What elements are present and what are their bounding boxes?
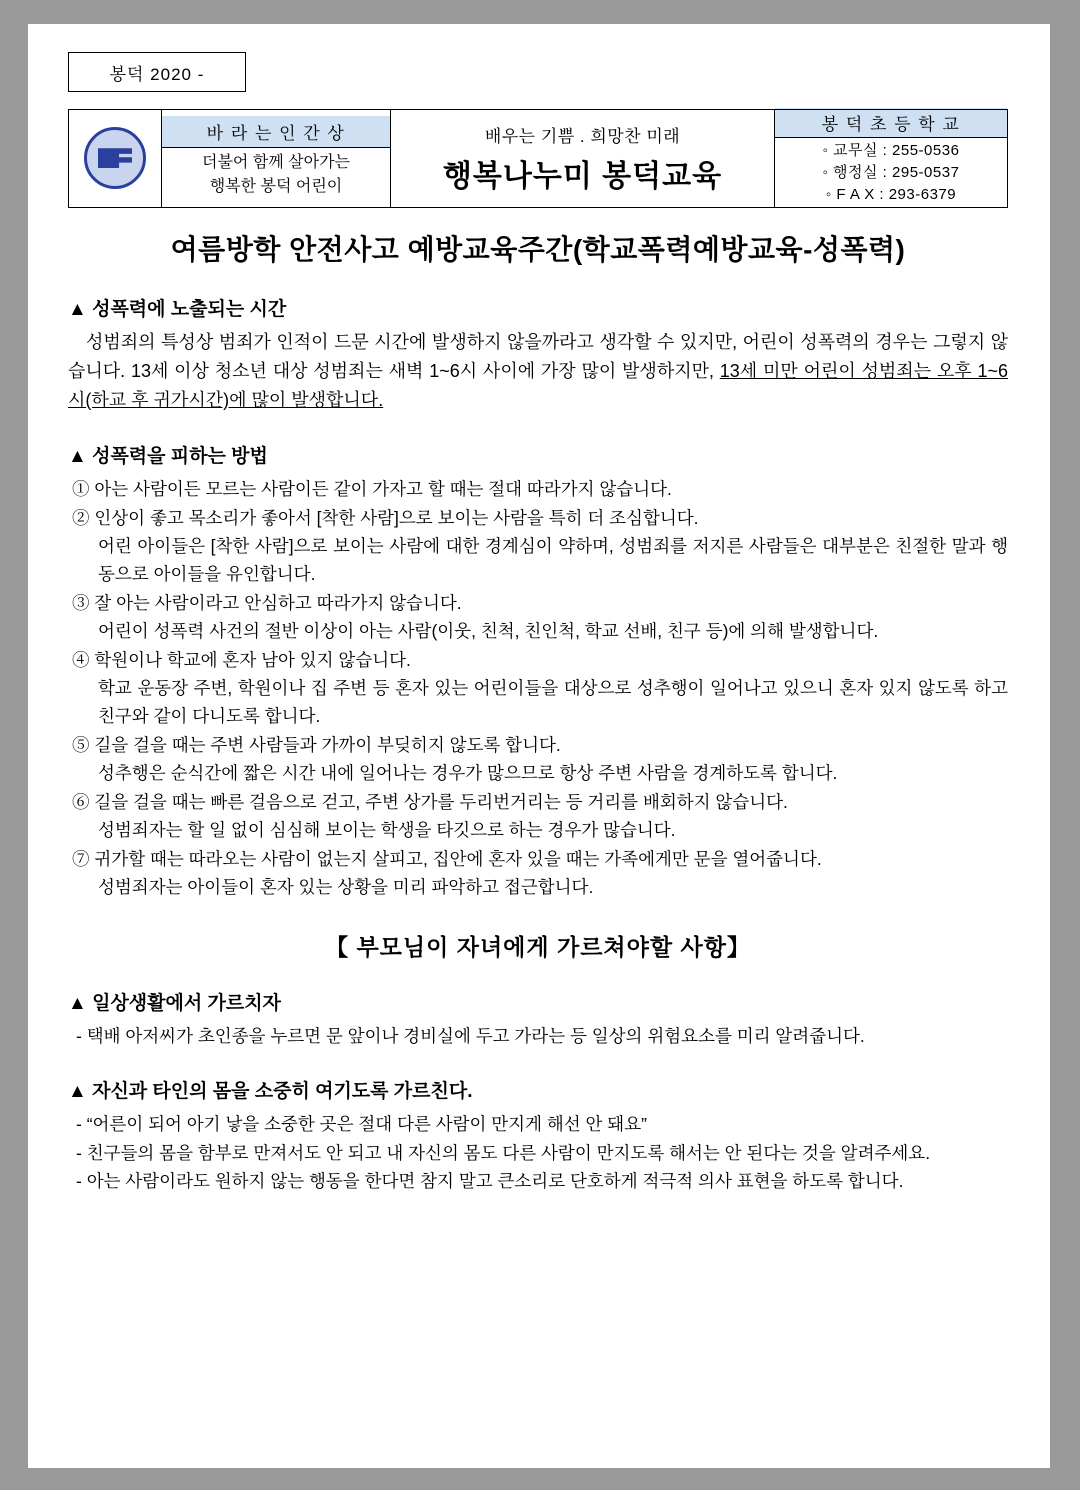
list-item — [68, 475, 1008, 503]
section-heading-daily-life: ▲ 일상생활에서 가르치자 — [68, 993, 281, 1015]
section-heading-body-respect: ▲ 자신과 타인의 몸을 소중히 여기도록 가르친다. — [68, 1081, 473, 1103]
school-emblem-cell — [69, 110, 162, 208]
list-item — [68, 845, 1008, 901]
list-item — [68, 504, 1008, 588]
list-item — [68, 788, 1008, 844]
list-item-sub: 성추행은 순식간에 짧은 시간 내에 일어나는 경우가 많으므로 항상 주변 사람을 경계하도록 합니다. — [98, 763, 838, 784]
list-item-main: ⑥ 길을 걸을 때는 빠른 걸음으로 걷고, 주변 상가를 두리번거리는 등 거리를 배회하지 않습니다. — [72, 792, 788, 813]
parent-section-heading: 【 부모님이 자녀에게 가르쳐야할 사항】 — [325, 934, 751, 961]
list-item-sub: 학교 운동장 주변, 학원이나 집 주변 등 혼자 있는 어린이들을 대상으로 성추행이 일어나고 있으니 혼자 있지 않도록 하고 친구와 같이 다니도록 합니다. — [98, 678, 1008, 727]
slogan-line-1: 더불어 함께 살아가는 — [202, 153, 350, 171]
document-content — [68, 52, 1008, 1195]
letterhead-table — [68, 109, 1008, 208]
list-item-main: ④ 학원이나 학교에 혼자 남아 있지 않습니다. — [72, 650, 411, 671]
slogan-title: 바 라 는 인 간 상 — [162, 116, 390, 148]
document-tag-label: 봉덕 2020 - — [109, 64, 205, 84]
list-item — [68, 646, 1008, 730]
contact-line-2: ◦ 행정실 : 295-0537 — [822, 164, 960, 182]
masthead-subtitle: 배우는 기쁨 . 희망찬 미래 — [484, 126, 681, 146]
list-item — [68, 589, 1008, 645]
contact-line-1: ◦ 교무실 : 255-0536 — [822, 142, 960, 159]
paragraph-part-1: 성범죄의 특성상 범죄가 인적이 드문 시간에 발생하지 않을까라고 생각할 수 있지만, 어린이 성폭력의 경우는 그렇지 않습니다. 13세 이상 청소년 대상 성범죄는 새벽 1~6시 사이에 가장 많이 발생하지만, — [68, 331, 1008, 381]
paragraph-underlined: 13세 미만 어린이 성범죄는 오후 1~6시(하교 후 귀가시간)에 많이 발생합니다. — [68, 360, 1008, 410]
document-tag-box — [68, 52, 246, 92]
contact-cell — [775, 110, 1008, 208]
list-item-main: ⑤ 길을 걸을 때는 주변 사람들과 가까이 부딪히지 않도록 합니다. — [72, 735, 561, 756]
list-item-sub: 성범죄자는 할 일 없이 심심해 보이는 학생을 타깃으로 하는 경우가 많습니다. — [98, 820, 676, 841]
list-item-main: ② 인상이 좋고 목소리가 좋아서 [착한 사람]으로 보이는 사람을 특히 더 조심합니다. — [72, 508, 699, 529]
masthead-cell — [391, 110, 775, 208]
list-item-sub: 어린 아이들은 [착한 사람]으로 보이는 사람에 대한 경계심이 약하며, 성범죄를 저지른 사람들은 대부분은 친절한 말과 행동으로 아이들을 유인합니다. — [98, 536, 1008, 585]
slogan-line-2: 행복한 봉덕 어린이 — [209, 177, 343, 195]
list-item — [68, 731, 1008, 787]
page-title: 여름방학 안전사고 예방교육주간(학교폭력예방교육-성폭력) — [170, 233, 906, 265]
section-heading-exposure-time: ▲ 성폭력에 노출되는 시간 — [68, 298, 287, 320]
body-respect-line-2: - 친구들의 몸을 함부로 만져서도 안 되고 내 자신의 몸도 다른 사람이 만지도록 해서는 안 된다는 것을 알려주세요. — [76, 1142, 931, 1163]
section-heading-prevention: ▲ 성폭력을 피하는 방법 — [68, 446, 268, 468]
body-respect-line-1: - “어른이 되어 아기 낳을 소중한 곳은 절대 다른 사람이 만지게 해선 안 돼요” — [76, 1114, 647, 1135]
list-item-main: ⑦ 귀가할 때는 따라오는 사람이 없는지 살피고, 집안에 혼자 있을 때는 가족에게만 문을 열어줍니다. — [72, 849, 822, 870]
document-page — [28, 24, 1050, 1468]
body-respect-line-3: - 아는 사람이라도 원하지 않는 행동을 한다면 참지 말고 큰소리로 단호하게 적극적 의사 표현을 하도록 합니다. — [76, 1171, 904, 1192]
list-item-main: ③ 잘 아는 사람이라고 안심하고 따라가지 않습니다. — [72, 593, 462, 614]
section-paragraph-exposure-time — [68, 328, 1008, 415]
prevention-list — [68, 475, 1008, 901]
slogan-cell — [162, 110, 391, 208]
school-emblem-icon — [84, 127, 146, 189]
contact-line-3: ◦ F A X : 293-6379 — [825, 186, 957, 204]
daily-life-line-1: - 택배 아저씨가 초인종을 누르면 문 앞이나 경비실에 두고 가라는 등 일상의 위험요소를 미리 알려줍니다. — [76, 1026, 865, 1047]
list-item-sub: 성범죄자는 아이들이 혼자 있는 상황을 미리 파악하고 접근합니다. — [98, 877, 594, 898]
masthead-title: 행복나누미 봉덕교육 — [442, 159, 723, 193]
list-item-sub: 어린이 성폭력 사건의 절반 이상이 아는 사람(이웃, 친척, 친인척, 학교 선배, 친구 등)에 의해 발생합니다. — [98, 621, 879, 642]
school-name: 봉 덕 초 등 학 교 — [775, 108, 1007, 138]
list-item-main: ① 아는 사람이든 모르는 사람이든 같이 가자고 할 때는 절대 따라가지 않습니다. — [72, 479, 672, 500]
